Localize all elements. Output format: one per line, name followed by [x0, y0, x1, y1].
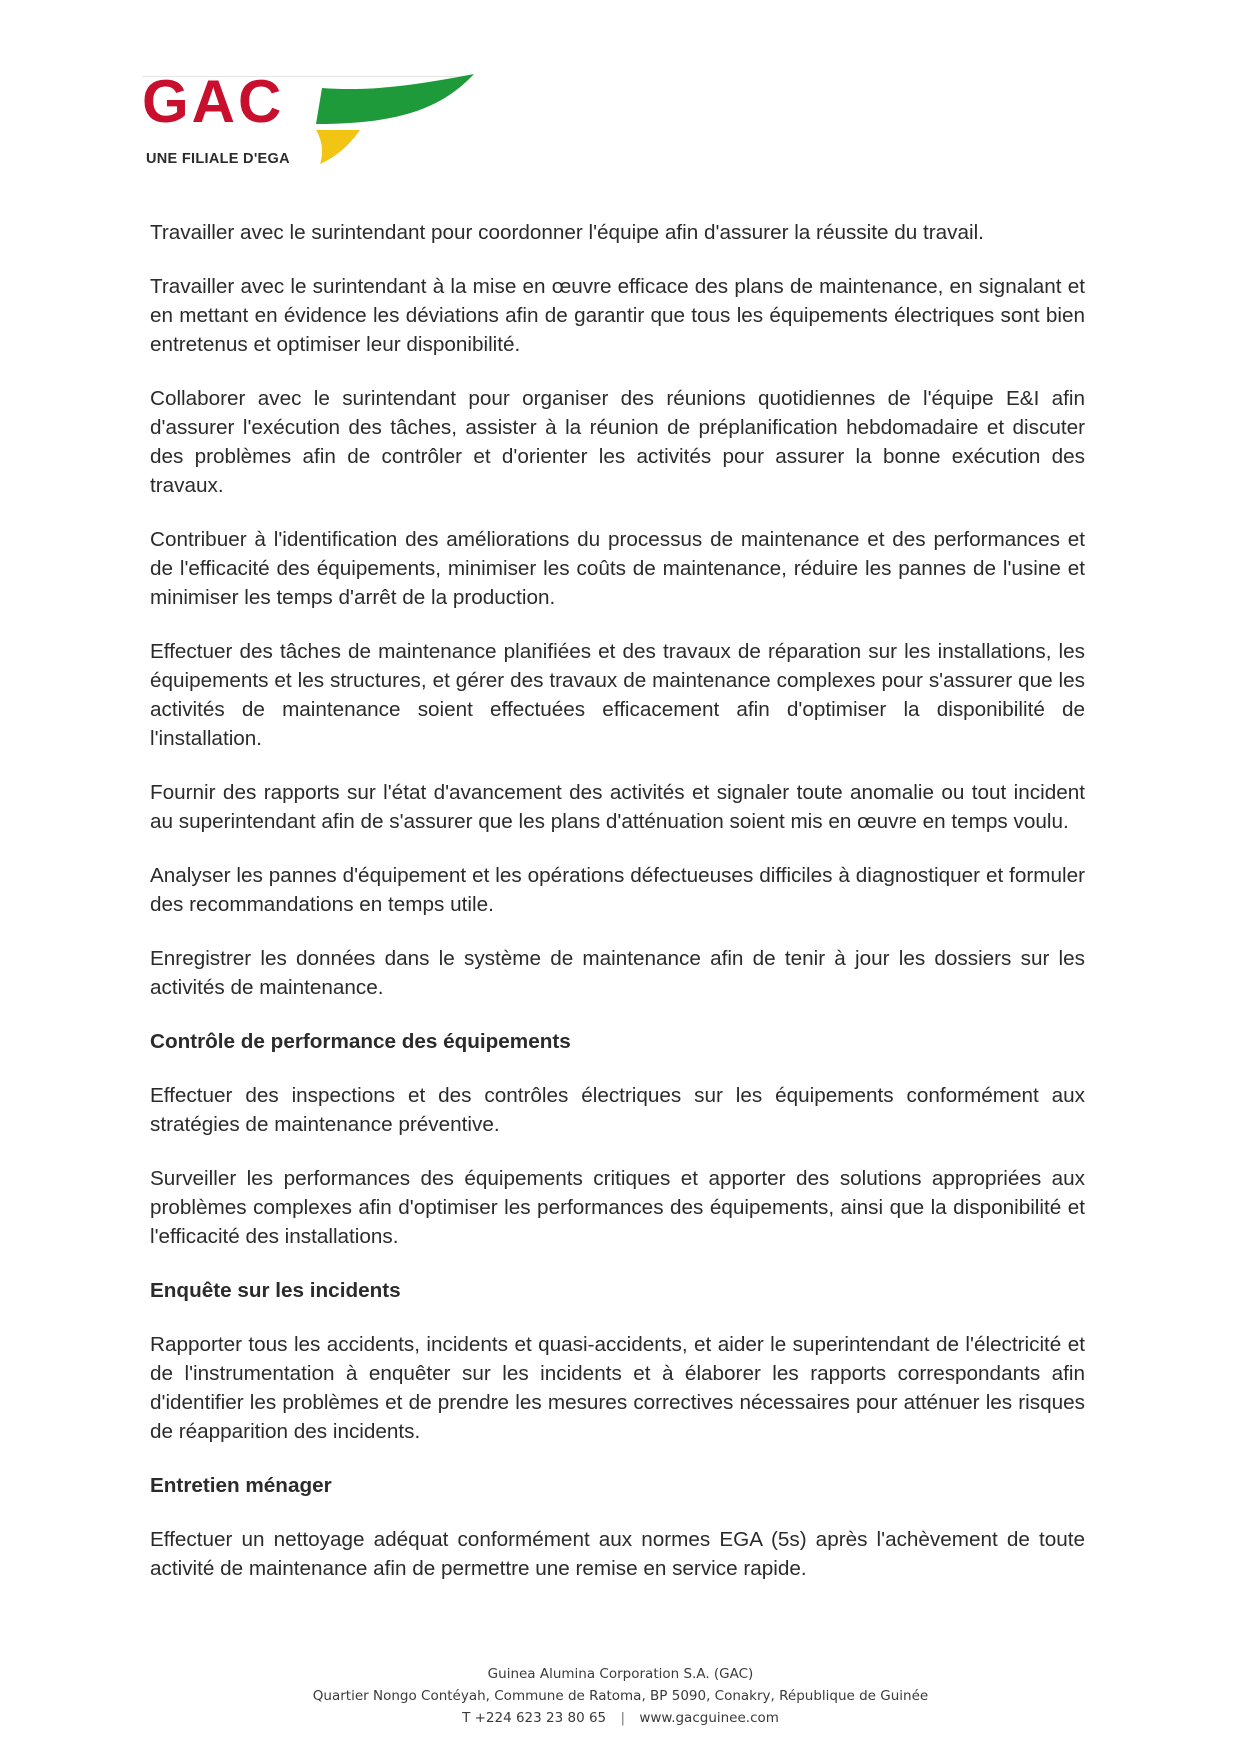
- footer-contact: [0, 1707, 1241, 1729]
- logo-tagline: UNE FILIALE D'EGA: [146, 151, 290, 167]
- footer-address: Quartier Nongo Contéyah, Commune de Ratoma, BP 5090, Conakry, République de Guinée: [312, 1688, 929, 1704]
- paragraph: Effectuer un nettoyage adéquat conformément aux normes EGA (5s) après l'achèvement de toute activité de maintenance afin de permettre une remise en service rapide.: [150, 1528, 1085, 1580]
- logo-swoosh-icon: [302, 74, 477, 164]
- section-heading-performance: Contrôle de performance des équipements: [150, 1030, 571, 1053]
- footer-separator: |: [620, 1710, 626, 1726]
- section-heading-incidents: Enquête sur les incidents: [150, 1279, 401, 1302]
- paragraph: Effectuer des inspections et des contrôles électriques sur les équipements conformément aux stratégies de maintenance préventive.: [150, 1084, 1085, 1136]
- paragraph: Rapporter tous les accidents, incidents et quasi-accidents, et aider le superintendant de l'électricité et de l'instrumentation à enquêter sur les incidents et à élaborer les rapports correspondants afin d'identifier les problèmes et de prendre les mesures correctives nécessaires pour atténuer les risques de réapparition des incidents.: [150, 1333, 1085, 1443]
- logo-wordmark: GAC: [142, 68, 285, 135]
- paragraph: Enregistrer les données dans le système de maintenance afin de tenir à jour les dossiers sur les activités de maintenance.: [150, 947, 1085, 999]
- gac-logo: [142, 68, 482, 182]
- paragraph: Surveiller les performances des équipements critiques et apporter des solutions appropriées aux problèmes complexes afin d'optimiser les performances des équipements, ainsi que la disponibilité et l'efficacité des installations.: [150, 1167, 1085, 1248]
- paragraph: Collaborer avec le surintendant pour organiser des réunions quotidiennes de l'équipe E&I afin d'assurer l'exécution des tâches, assister à la réunion de préplanification hebdomadaire et discuter des problèmes afin de contrôler et d'orienter les activités pour assurer la bonne exécution des travaux.: [150, 387, 1085, 497]
- document-body: [150, 218, 1085, 1608]
- footer-website-link[interactable]: www.gacguinee.com: [639, 1710, 779, 1726]
- paragraph: Analyser les pannes d'équipement et les opérations défectueuses difficiles à diagnostiquer et formuler des recommandations en temps utile.: [150, 864, 1085, 916]
- paragraph: Contribuer à l'identification des améliorations du processus de maintenance et des performances et de l'efficacité des équipements, minimiser les coûts de maintenance, réduire les pannes de l'usine et minimiser les temps d'arrêt de la production.: [150, 528, 1085, 609]
- paragraph: Fournir des rapports sur l'état d'avancement des activités et signaler toute anomalie ou tout incident au superintendant afin de s'assurer que les plans d'atténuation soient mis en œuvre en temps voulu.: [150, 781, 1085, 833]
- footer-company: Guinea Alumina Corporation S.A. (GAC): [487, 1666, 754, 1682]
- footer-phone: T +224 623 23 80 65: [462, 1710, 607, 1726]
- paragraph: Effectuer des tâches de maintenance planifiées et des travaux de réparation sur les installations, les équipements et les structures, et gérer des travaux de maintenance complexes pour s'assurer que les activités de maintenance soient effectuées efficacement afin d'optimiser la disponibilité de l'installation.: [150, 640, 1085, 750]
- section-heading-housekeeping: Entretien ménager: [150, 1474, 332, 1497]
- page-footer: [0, 1663, 1241, 1729]
- paragraph: Travailler avec le surintendant à la mise en œuvre efficace des plans de maintenance, en signalant et en mettant en évidence les déviations afin de garantir que tous les équipements électriques sont bien entretenus et optimiser leur disponibilité.: [150, 275, 1085, 356]
- paragraph: Travailler avec le surintendant pour coordonner l'équipe afin d'assurer la réussite du travail.: [150, 221, 984, 244]
